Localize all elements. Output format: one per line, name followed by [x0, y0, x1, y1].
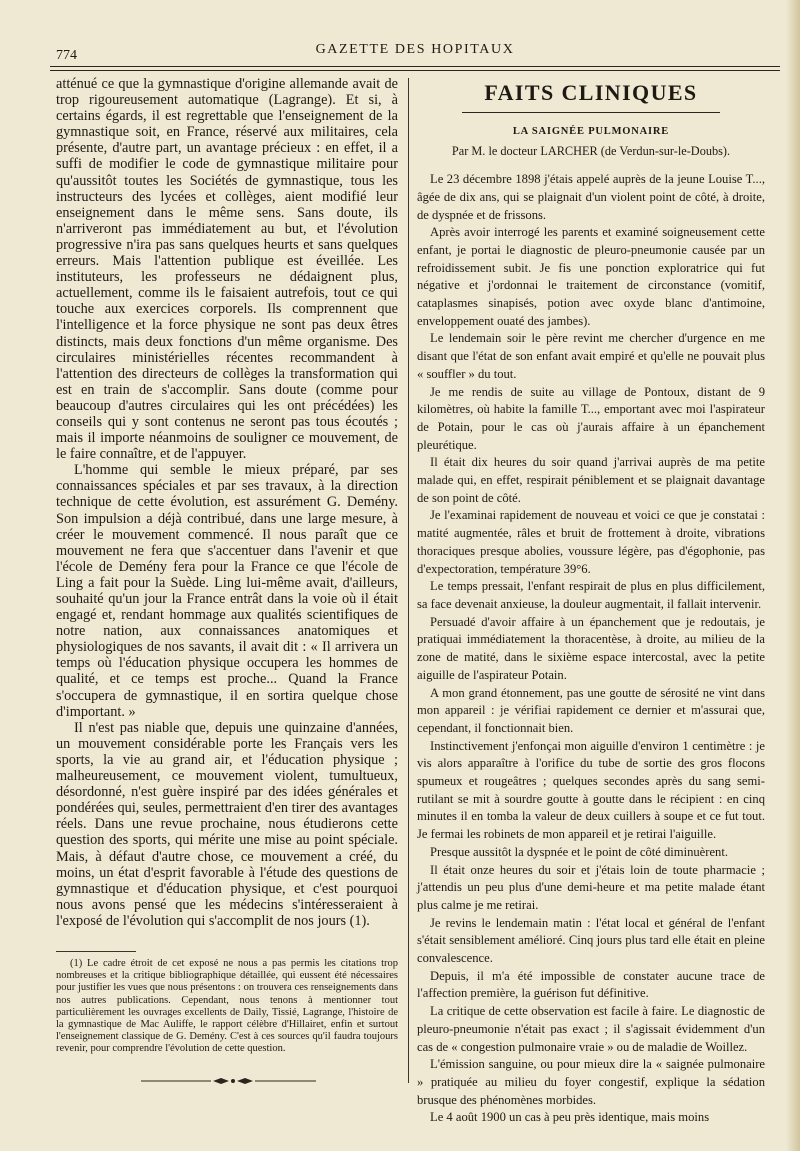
right-paragraph-11: Presque aussitôt la dyspnée et le point de côté diminuèrent. — [430, 844, 728, 859]
right-paragraph-13: Je revins le lendemain matin : l'état local et général de l'enfant s'était sensiblement amélioré. Cinq jours plus tard elle était en pleine convalescence. — [417, 915, 765, 966]
right-paragraph-3: Le lendemain soir le père revint me chercher d'urgence en me disant que l'état de son enfant avait empiré et qu'elle ne pouvait plus « souffler » du tout. — [417, 331, 765, 381]
right-paragraph-12: Il était onze heures du soir et j'étais loin de toute pharmacie ; j'attendis un peu plus d'une demi-heure et ma petite malade étant plus calme je me retirai. — [417, 862, 765, 912]
column-divider — [408, 78, 409, 1083]
section-rule — [462, 112, 720, 113]
right-paragraph-17: Le 4 août 1900 un cas à peu près identique, mais moins — [430, 1110, 710, 1125]
right-paragraph-16: L'émission sanguine, ou pour mieux dire la « saignée pulmonaire » pratiquée au milieu du foyer congestif, explique la sédation brusque des phénomènes morbides. — [417, 1057, 765, 1107]
left-paragraph-3: Il n'est pas niable que, depuis une quinzaine d'années, un mouvement considérable porte les Français vers les sports, la vie au grand air, et l'éducation physique ; malheureusement, ce mouvement violent, tumultueux, désordonné, n'est guère inspiré par des idées générales et pondérées qui, seules, permettraient d'en tirer des avantages réels. Dans une revue prochaine, nous étudierons cette question des sports, qui mérite une mise au point spéciale. Mais, à défaut d'autre chose, ce mouvement a créé, du moins, un état d'esprit favorable à l'étude des questions de gymnastique et d'éducation physique, et c'est pourquoi nous avons pensé que les médecins s'intéresseraient à l'exposé de l'évolution qui s'accomplit de nos jours (1). — [56, 719, 398, 929]
left-paragraph-2: L'homme qui semble le mieux préparé, par ses connaissances spéciales et par ses travaux, à la direction technique de cette évolution, est assurément G. Demény. Son impulsion a déjà contribué, dans une large mesure, à créer le mouvement commencé. Il nous paraît que ce mouvement ne fera que s'accentuer dans l'avenir et que l'école de Demény fera pour la France ce que l'école de Ling a fait pour la Suède. Ling lui-même avait, d'ailleurs, souhaité qu'un jour la France entrât dans la voie où il était engagé et, rendant hommage aux qualités scientifiques de notre nation, aux connaissances anatomiques et physiologiques de nos savants, il avait dit : « Il arrivera un temps où l'éducation physique occupera les hommes de qualité, et ce temps est proche... Quand la France s'occupera de gymnastique, il en sortira quelque chose d'important. » — [56, 462, 398, 720]
right-paragraph-14: Depuis, il m'a été impossible de constater aucune trace de l'affection première, la guérison fut définitive. — [417, 968, 765, 1001]
header-rule — [50, 66, 780, 67]
page-number: 774 — [56, 48, 77, 63]
right-paragraph-9: A mon grand étonnement, pas une goutte de sérosité ne vint dans mon appareil : je vérifiai rapidement ce dernier et m'assurai que, cependant, il fonctionnait bien. — [417, 685, 765, 735]
right-paragraph-6: Je l'examinai rapidement de nouveau et voici ce que je constatai : matité augmentée, râles et bruit de frottement à droite, vibrations thoraciques presque abolies, voussure légère, pas d'égophonie, pas d'expectoration, température 39°6. — [417, 508, 765, 576]
left-column — [56, 76, 398, 1090]
footnote: (1) Le cadre étroit de cet exposé ne nous a pas permis les citations trop nombreuses et la critique bibliographique détaillée, qui eussent été nécessaires pour justifier les vues que nous présentons : on trouvera ces renseignements dans nos autres publications. Cependant, nous tenons à mentionner tout particulièrement les ouvrages excellents de Daily, Tissié, Lagrange, l'histoire de la gymnastique de Mac Auliffe, le rapport célèbre d'Hillairet, enfin et surtout l'enseignement classique de G. Demény. C'est à ces sources qu'il faudra toujours revenir, pour comprendre l'évolution de cette question. — [56, 957, 398, 1055]
right-paragraph-7: Le temps pressait, l'enfant respirait de plus en plus difficilement, sa face devenait anxieuse, la douleur augmentait, il fallait intervenir. — [417, 579, 765, 611]
right-paragraph-1: Le 23 décembre 1898 j'étais appelé auprès de la jeune Louise T..., âgée de dix ans, qui se plaignait d'un violent point de côté, à droite, de dyspnée et de frissons. — [417, 172, 765, 222]
right-paragraph-8: Persuadé d'avoir affaire à un épanchement que je redoutais, je pratiquai immédiatement la thoracentèse, à droite, au milieu de la zone de matité, dans le sixième espace intercostal, avec la petite aiguille de l'aspirateur Potain. — [417, 614, 765, 682]
right-paragraph-5: Il était dix heures du soir quand j'arrivai auprès de ma petite malade qui, en effet, respirait péniblement et se plaignait davantage de son point de côté. — [417, 455, 765, 505]
article-byline: Par M. le docteur LARCHER (de Verdun-sur-le-Doubs). — [451, 144, 731, 159]
right-paragraph-2: Après avoir interrogé les parents et examiné soigneusement cette enfant, je portai le diagnostic de pleuro-pneumonie causée par un refroidissement subit. Je fis une ponction exploratrice qui fut négative et j'ordonnai le traitement de circonstance (vomitif, cataplasmes sinapisés, potion avec oxyde blanc d'antimoine, enveloppement ouaté des jambes). — [417, 225, 765, 328]
right-paragraph-10: Instinctivement j'enfonçai mon aiguille d'environ 1 centimètre : je vis alors apparaître à l'orifice du tube de sortie des gros flocons spumeux et rougeâtres ; quelques secondes après du sang semi-rutilant se mit à sourdre goutte à goutte dans le récipient : en cinq minutes il en tomba la valeur de deux cuillers à soupe et ce fut tout. Je fermai les robinets de mon appareil et je retirai l'aiguille. — [417, 738, 765, 842]
article-title: LA SAIGNÉE PULMONAIRE — [512, 125, 670, 137]
right-column — [417, 80, 765, 1127]
footnote-separator — [56, 951, 136, 952]
running-title: GAZETTE DES HOPITAUX — [315, 42, 515, 57]
page-edge-shadow — [786, 0, 800, 1151]
right-paragraph-4: Je me rendis de suite au village de Pontoux, distant de 9 kilomètres, où habite la famille T..., emportant avec moi l'aspirateur de Potain, pour le cas où j'aurais affaire à un épanchement pleurétique. — [417, 384, 765, 452]
section-title: FAITS CLINIQUES — [484, 80, 698, 105]
header-rule-thin — [50, 70, 780, 71]
right-paragraph-15: La critique de cette observation est facile à faire. Le diagnostic de pleuro-pneumonie n'était pas exact ; il s'agissait évidemment d'un cas de « congestion pulmonaire vraie » ou de maladie de Woillez. — [417, 1004, 765, 1054]
end-ornament — [141, 1076, 316, 1086]
left-paragraph-1: atténué ce que la gymnastique d'origine allemande avait de trop rigoureusement automatique (Lagrange). Et si, à certains égards, il est regrettable que l'enseignement de la gymnastique soit, en France, réservé aux militaires, cela présente, d'autre part, un avantage précieux : en effet, il a suffi de modifier le code de gymnastique militaire pour qu'aussitôt toutes les Sociétés de gymnastique, tous les instructeurs des lycées et collèges, aient modifié leur enseignement dans le même sens. Sans doute, ils n'arriveront pas immédiatement au but, et l'évolution progressive n'ira pas sans quelques heurts et sans quelques erreurs. Mais l'attention publique est éveillée. Les instituteurs, les professeurs ne dédaignent plus, actuellement, comme ils le faisaient autrefois, tout ce qui touche aux exercices corporels. Ils comprennent que l'intelligence et la force physique ne sont pas deux êtres distincts, mais deux fonctions d'un même organisme. Des circulaires ministérielles récentes recommandent à l'attention des directeurs de collèges la transformation qui est en train de s'accomplir. Sans doute (comme pour beaucoup d'autres circulaires qui les ont précédées) les conseils qui y sont contenus ne seront pas tous écoutés ; mais il importe néanmoins de souligner ce mouvement, de le faire connaître, et de l'appuyer. — [56, 76, 398, 463]
